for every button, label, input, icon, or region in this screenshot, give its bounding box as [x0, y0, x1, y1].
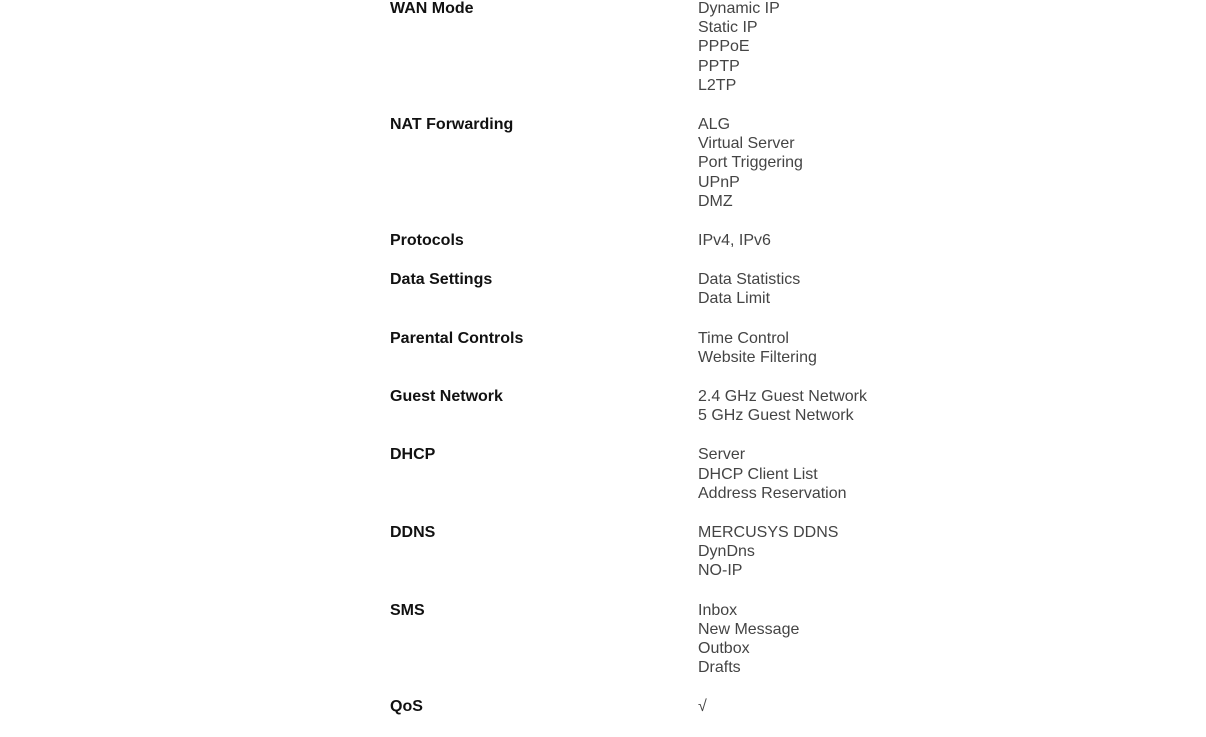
spec-value: Dynamic IP — [698, 0, 780, 17]
spec-values — [698, 523, 950, 581]
spec-label: WAN Mode — [390, 0, 474, 17]
spec-value: Data Limit — [698, 290, 771, 308]
spec-label: Parental Controls — [390, 329, 524, 347]
spec-value: DMZ — [698, 192, 733, 210]
spec-value: PPTP — [698, 57, 740, 75]
spec-value: MERCUSYS DDNS — [698, 524, 839, 542]
spec-value: Inbox — [698, 601, 738, 619]
spec-row-nat-forwarding — [390, 115, 950, 211]
check-mark: √ — [698, 698, 707, 716]
spec-value: Address Reservation — [698, 484, 847, 502]
spec-label: Data Settings — [390, 271, 493, 289]
spec-value: Static IP — [698, 19, 758, 37]
spec-values — [698, 387, 950, 425]
spec-row-data-settings — [390, 270, 950, 308]
spec-value: Drafts — [698, 659, 741, 677]
spec-value: 2.4 GHz Guest Network — [698, 388, 867, 406]
spec-value: DHCP Client List — [698, 465, 818, 483]
spec-label: DHCP — [390, 446, 436, 464]
spec-values — [698, 445, 950, 503]
spec-row-sms — [390, 601, 950, 678]
spec-values — [698, 231, 950, 250]
spec-table — [390, 0, 950, 737]
spec-label: SMS — [390, 601, 425, 619]
spec-value: UPnP — [698, 173, 740, 191]
spec-value: L2TP — [698, 76, 737, 94]
spec-value: DynDns — [698, 543, 755, 561]
spec-row-qos — [390, 697, 950, 716]
spec-value: NO-IP — [698, 562, 743, 580]
spec-label: Guest Network — [390, 388, 503, 406]
spec-value: ALG — [698, 116, 731, 134]
spec-row-dhcp — [390, 445, 950, 503]
spec-value: Port Triggering — [698, 154, 803, 172]
spec-value: IPv4, IPv6 — [698, 232, 771, 250]
spec-values — [698, 329, 950, 367]
spec-value: Time Control — [698, 329, 789, 347]
spec-value: Virtual Server — [698, 135, 795, 153]
spec-row-wan-mode — [390, 0, 950, 95]
spec-value: Server — [698, 446, 746, 464]
spec-label: DDNS — [390, 524, 436, 542]
spec-row-ddns — [390, 523, 950, 581]
spec-label: NAT Forwarding — [390, 116, 514, 134]
spec-values — [698, 601, 950, 678]
spec-value: PPPoE — [698, 38, 750, 56]
spec-label: Protocols — [390, 232, 464, 250]
spec-values — [698, 270, 950, 308]
spec-value: New Message — [698, 620, 800, 638]
spec-row-protocols — [390, 231, 950, 250]
spec-row-parental-controls — [390, 329, 950, 367]
spec-row-guest-network — [390, 387, 950, 425]
spec-value: Outbox — [698, 640, 750, 658]
spec-values — [698, 115, 950, 211]
spec-values — [698, 0, 950, 95]
spec-label: QoS — [390, 698, 423, 716]
spec-value: Website Filtering — [698, 348, 817, 366]
spec-value: 5 GHz Guest Network — [698, 407, 854, 425]
spec-value: Data Statistics — [698, 271, 801, 289]
spec-values — [698, 697, 950, 716]
